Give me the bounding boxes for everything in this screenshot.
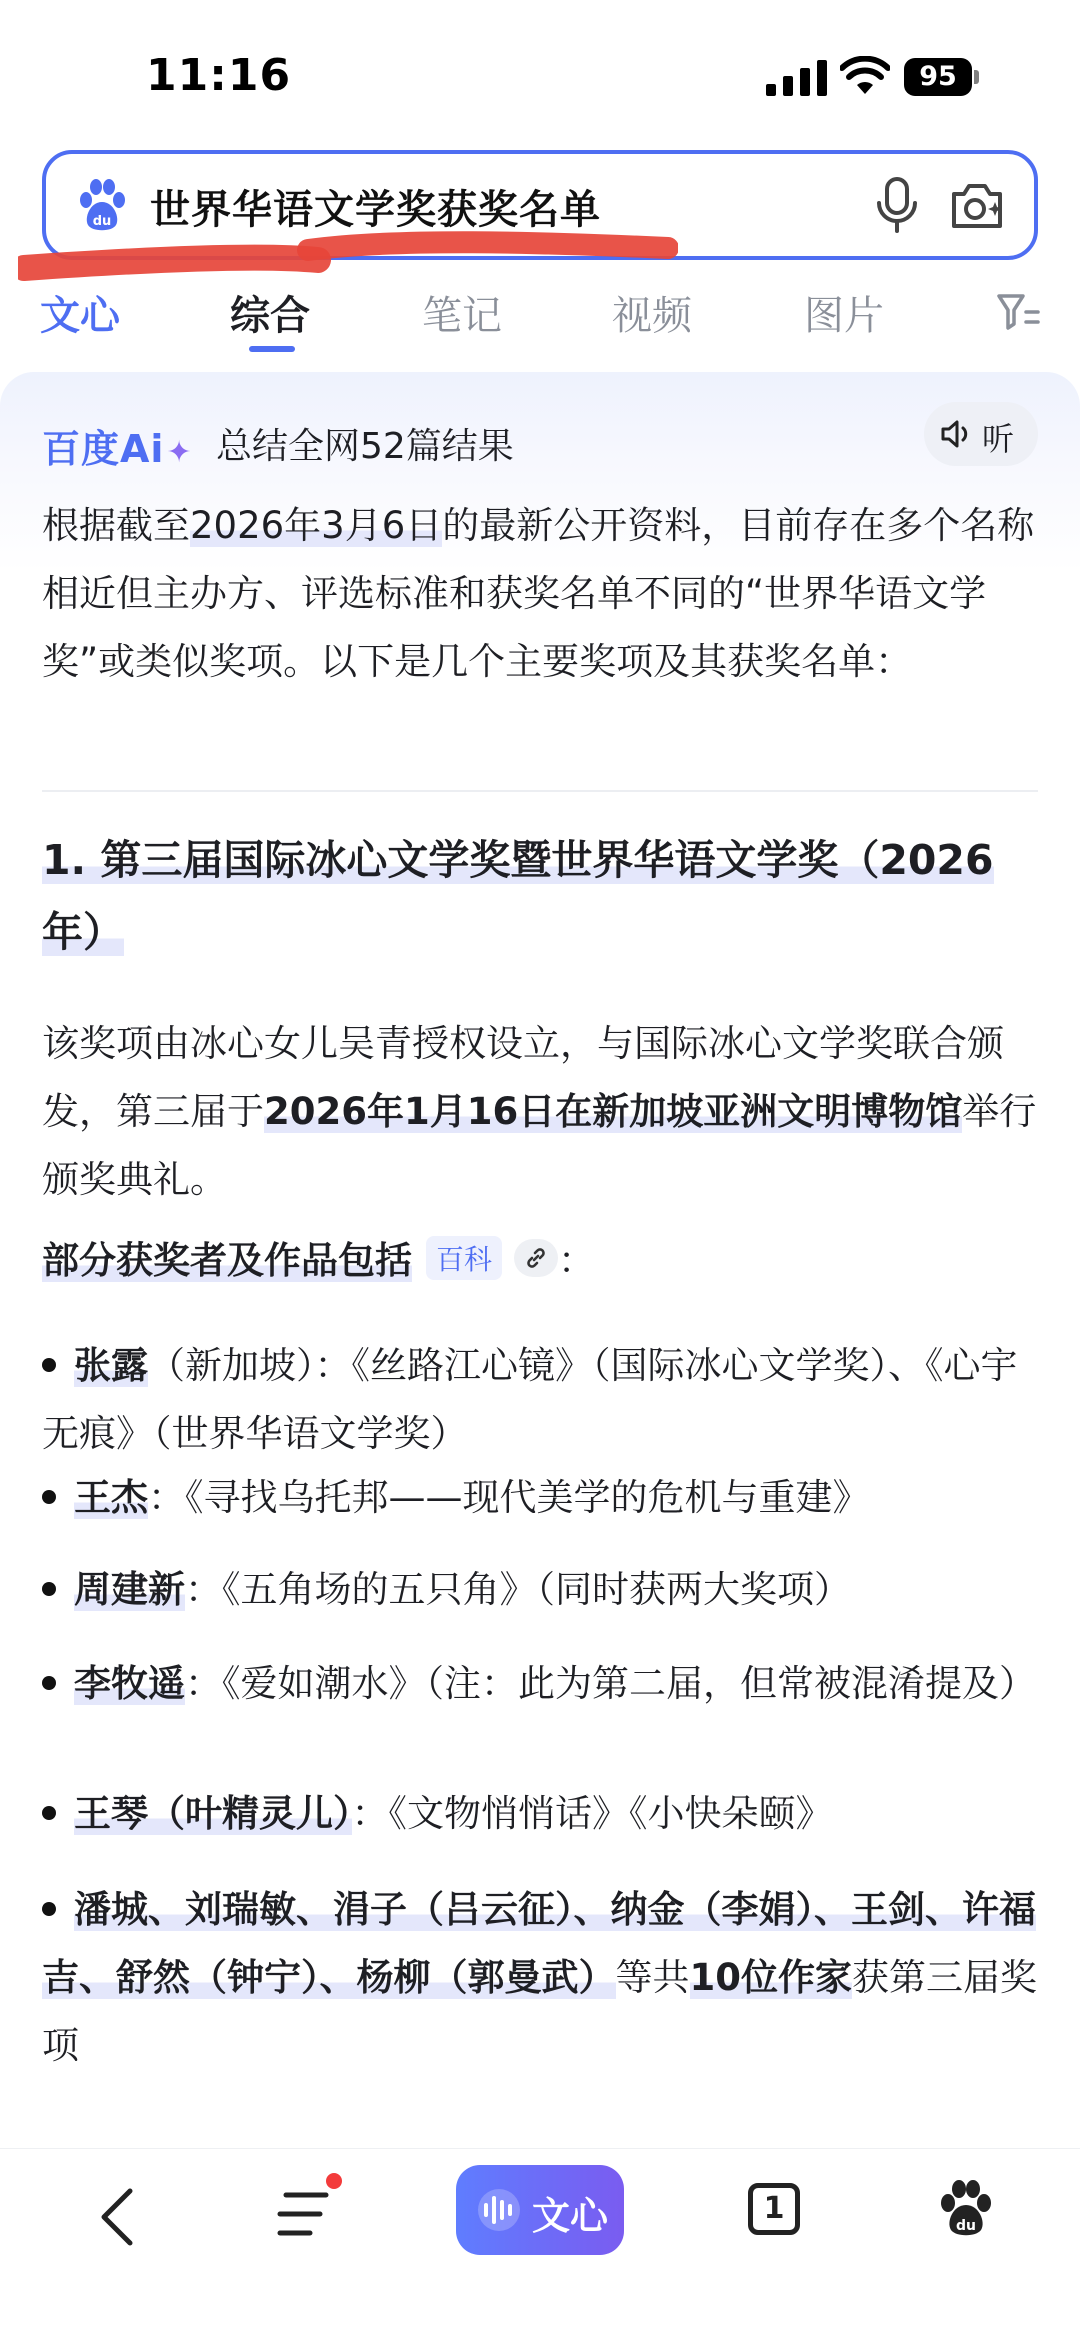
ai-summary-card	[0, 372, 1080, 2148]
bullet-dot	[42, 1902, 56, 1916]
svg-text:du: du	[92, 214, 112, 229]
tab-images[interactable]: 图片	[804, 293, 884, 339]
list-item: 王琴（叶精灵儿）：《文物悄悄话》《小快朵颐》	[42, 1780, 1042, 1848]
notification-dot	[326, 2173, 342, 2189]
search-input[interactable]: 世界华语文学奖获奖名单	[150, 187, 601, 233]
winner-name: 王琴（叶精灵儿）	[74, 1792, 352, 1835]
bullet-dot	[42, 1582, 56, 1596]
active-tab-indicator	[249, 346, 295, 352]
winner-count: 10位作家	[689, 1956, 852, 1999]
wifi-icon	[840, 56, 890, 96]
bottom-navigation	[0, 2148, 1080, 2348]
tab-videos[interactable]: 视频	[612, 293, 692, 339]
section-body: 该奖项由冰心女儿吴青授权设立，与国际冰心文学奖联合颁发，第三届于2026年1月16日在新加坡亚洲文明博物馆举行颁奖典礼。	[42, 1022, 1037, 1201]
listen-label: 听	[982, 420, 1015, 458]
battery-indicator: 95	[904, 58, 972, 96]
microphone-icon[interactable]	[874, 176, 920, 234]
ceremony-highlight: 2026年1月16日在新加坡亚洲文明博物馆	[264, 1090, 963, 1133]
winner-names: 潘城、刘瑞敏、涓子（吕云征）、纳金（李娟）、王剑、许福吉、舒然（钟宁）、杨柳（郭曼武）	[42, 1888, 1036, 1999]
list-item: 王杰：《寻找乌托邦——现代美学的危机与重建》	[42, 1464, 1042, 1532]
status-bar	[0, 0, 1080, 150]
sparkle-icon: ✦	[166, 435, 193, 470]
search-tabs	[0, 276, 1080, 360]
baidu-home-icon[interactable]	[938, 2179, 994, 2237]
listen-button[interactable]	[924, 402, 1038, 466]
winners-subheading: 部分获奖者及作品包括 百科 ：	[42, 1230, 595, 1284]
winner-name: 李牧遥	[74, 1662, 185, 1705]
filter-icon[interactable]	[996, 290, 1040, 332]
intro-date: 2026年3月6日	[190, 504, 443, 547]
status-time: 11:16	[146, 50, 292, 101]
back-icon[interactable]	[96, 2185, 136, 2249]
battery-nub	[974, 70, 979, 84]
tab-wenxin[interactable]: 文心	[40, 293, 120, 339]
speaker-icon	[940, 418, 974, 450]
camera-icon[interactable]	[948, 178, 1006, 232]
list-item: 周建新：《五角场的五只角》（同时获两大奖项）	[42, 1556, 1042, 1624]
link-chip[interactable]	[514, 1239, 558, 1277]
winner-name: 王杰	[74, 1476, 148, 1519]
tab-comprehensive[interactable]: 综合	[230, 293, 310, 339]
cellular-signal-icon	[766, 60, 828, 96]
winner-name: 周建新	[74, 1568, 185, 1611]
bullet-dot	[42, 1806, 56, 1820]
wenxin-button[interactable]	[456, 2165, 624, 2255]
search-bar[interactable]	[42, 150, 1038, 260]
list-item: 潘城、刘瑞敏、涓子（吕云征）、纳金（李娟）、王剑、许福吉、舒然（钟宁）、杨柳（郭曼武）等共10位作家获第三届奖项	[42, 1888, 1037, 2067]
list-item: 张露（新加坡）：《丝路江心镜》（国际冰心文学奖）、《心宇无痕》（世界华语文学奖）	[42, 1344, 1018, 1455]
winner-name: 张露	[74, 1344, 148, 1387]
tab-count-button[interactable]: 1	[748, 2183, 800, 2235]
bullet-dot	[42, 1490, 56, 1504]
wenxin-label: 文心	[532, 2194, 609, 2238]
intro-paragraph: 根据截至2026年3月6日的最新公开资料，目前存在多个名称相近但主办方、评选标准和获奖名单不同的“世界华语文学奖”或类似奖项。以下是几个主要奖项及其获奖名单：	[42, 504, 1035, 683]
bullet-dot	[42, 1676, 56, 1690]
section-divider	[42, 790, 1038, 792]
baidu-paw-icon	[76, 178, 128, 232]
link-icon	[524, 1246, 548, 1270]
voice-wave-icon	[474, 2187, 524, 2233]
baidu-ai-logo: 百度Ai✦	[42, 427, 193, 471]
baike-chip[interactable]: 百科	[426, 1236, 502, 1280]
list-item: 李牧遥：《爱如潮水》（注：此为第二届，但常被混淆提及）	[42, 1650, 1042, 1718]
menu-icon[interactable]	[276, 2187, 336, 2241]
bullet-dot	[42, 1358, 56, 1372]
tab-notes[interactable]: 笔记	[422, 293, 502, 339]
svg-text:du: du	[956, 2218, 976, 2234]
summary-caption: 总结全网52篇结果	[216, 426, 514, 467]
section-heading: 1. 第三届国际冰心文学奖暨世界华语文学奖（2026年）	[42, 836, 994, 956]
